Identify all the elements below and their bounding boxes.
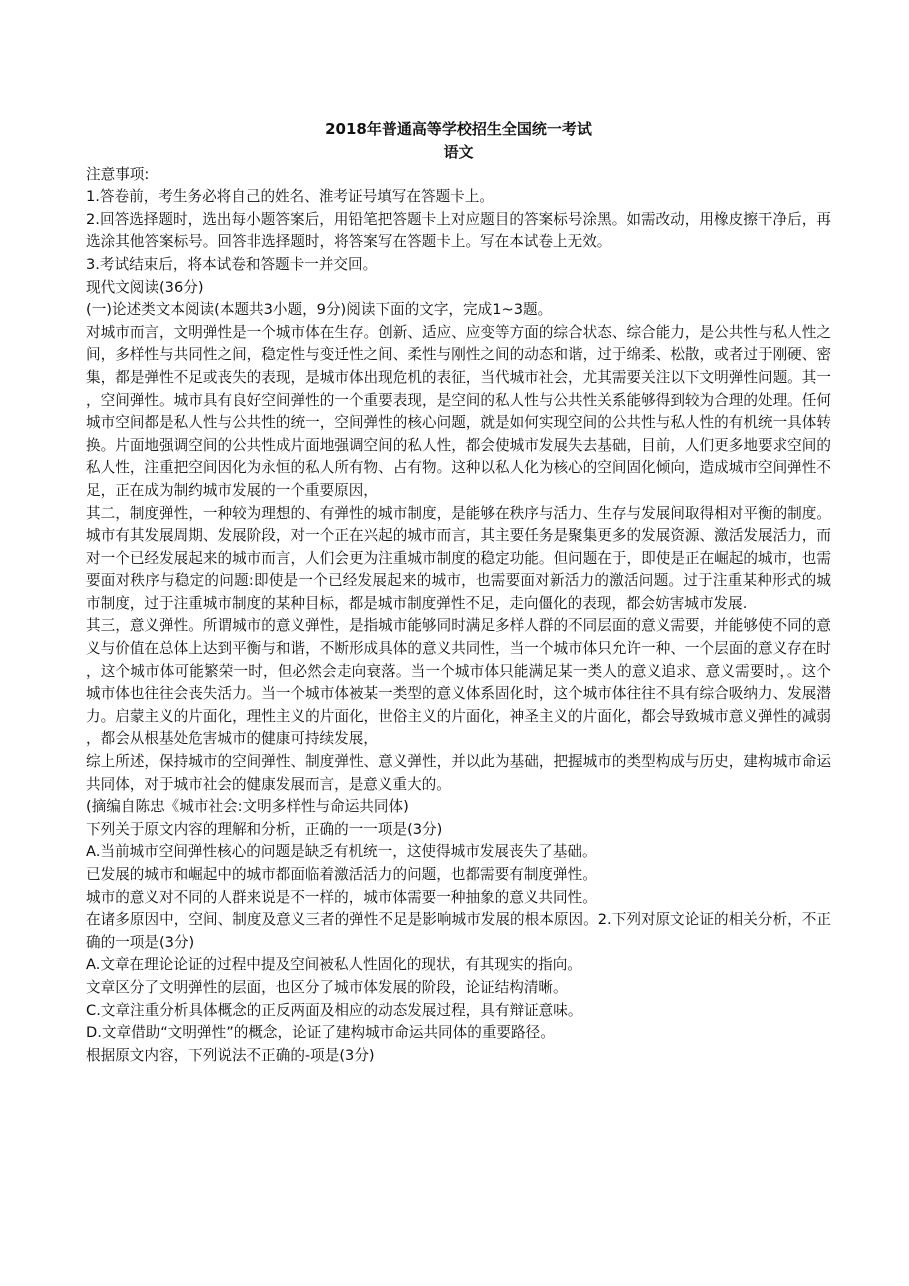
note-item-3: 3.考试结束后，将本试卷和答题卡一并交回。 [86,255,378,273]
subject-title: 语文 [443,142,474,161]
passage-paragraph-2: 其二，制度弹性，一种较为理想的、有弹性的城市制度，是能够在秩序与活力、生存与发展间取得相对平衡的制度。城市有其发展周期、发展阶段，对一个正在兴起的城市而言，其主要任务是聚集更多的发展资源、激活发展活力，而对一个已经发展起来的城市而言，人们会更为注重城市制度的稳定功能。但问题在于，即使是正在崛起的城市，也需要面对秩序与稳定的问题:即使是一个已经发展起来的城市，也需要面对新活力的激活问题。过于注重某种形式的城市制度，过于注重城市制度的某种目标，都是城市制度弹性不足，走向僵化的表现，都会妨害城市发展. [86,504,831,612]
section-heading: 现代文阅读(36分) [86,278,204,296]
question-1-option-a: A.当前城市空间弹性核心的问题是缺乏有机统一，这使得城市发展丧失了基础。 [86,843,597,861]
passage-paragraph-3: 其三，意义弹性。所谓城市的意义弹性，是指城市能够同时满足多样人群的不同层面的意义需要，并能够使不同的意义与价值在总体上达到平衡与和谐，不断形成具体的意义共同性，当一个城市体只允许一种、一个层面的意义存在时，这个城市体可能繁荣一时，但必然会走向衰落。当一个城市体只能满足某一类人的意义追求、意义需要时，。这个城市体也往往会丧失活力。当一个城市体被某一类型的意义体系固化时，这个城市体往往不具有综合吸纳力、发展潜力。启蒙主义的片面化，理性主义的片面化，世俗主义的片面化，神圣主义的片面化，都会导致城市意义弹性的减弱，都会从根基处危害城市的健康可持续发展， [86,617,831,748]
question-3-stem: 根据原文内容，下列说法不正确的-项是(3分) [86,1046,375,1064]
question-1-option-c: 城市的意义对不同的人群来说是不一样的，城市体需要一种抽象的意义共同性。 [86,888,597,906]
passage-source: (摘编自陈忠《城市社会:文明多样性与命运共同体) [86,798,409,816]
question-1-option-d: 在诸多原因中，空间、制度及意义三者的弹性不足是影响城市发展的根本原因。2.下列对原文论证的相关分析，不正确的一项是(3分) [86,911,831,951]
question-2-option-d: D.文章借助“文明弹性”的概念，论证了建构城市命运共同体的重要路径。 [86,1024,555,1042]
exam-page [86,118,831,1067]
passage-paragraph-4: 综上所述，保持城市的空间弹性、制度弹性、意义弹性，并以此为基础，把握城市的类型构成与历史，建构城市命运共同体，对于城市社会的健康发展而言，是意义重大的。 [86,753,831,793]
question-1-option-b: 已发展的城市和崛起中的城市都面临着激活活力的问题，也都需要有制度弹性。 [86,866,597,883]
note-item-2: 2.回答选择题时，选出每小题答案后，用铅笔把答题卡上对应题目的答案标号涂黑。如需改动，用橡皮擦干净后，再选涂其他答案标号。回答非选择题时，将答案写在答题卡上。写在本试卷上无效。 [86,210,831,251]
question-2-option-b: 文章区分了文明弹性的层面，也区分了城市体发展的阶段，论证结构清晰。 [86,978,568,996]
passage-paragraph-1: 对城市而言，文明弹性是一个城市体在生存。创新、适应、应变等方面的综合状态、综合能力，是公共性与私人性之间，多样性与共同性之间，稳定性与变迁性之间、柔性与刚性之间的动态和谐，过于绵柔、松散，或者过于刚硬、密集，都是弹性不足或丧失的表现，是城市体出现危机的表征，当代城市社会，尤其需要关注以下文明弹性问题。其一，空间弹性。城市具有良好空间弹性的一个重要表现，是空间的私人性与公共性关系能够得到较为合理的处理。任何城市空间都是私人性与公共性的统一，空间弹性的核心问题，就是如何实现空间的公共性与私人性的有机统一具体转换。片面地强调空间的公共性成片面地强调空间的私人性，都会使城市发展失去基础，目前，人们更多地要求空间的私人性，注重把空间因化为永恒的私人所有物、占有物。这种以私人化为核心的空间固化倾向，造成城市空间弹性不足，正在成为制约城市发展的一个重要原因， [86,323,831,499]
question-2-option-c: C.文章注重分析具体概念的正反两面及相应的动态发展过程，具有辩证意味。 [86,1001,583,1019]
section-subheading: (一)论述类文本阅读(本题共3小题，9分)阅读下面的文字，完成1~3题。 [86,301,553,319]
exam-title: 2018年普通高等学校招生全国统一考试 [325,120,592,138]
notes-heading: 注意事项: [86,165,150,183]
question-1-stem: 下列关于原文内容的理解和分析，正确的一一项是(3分) [86,820,443,838]
note-item-1: 1.答卷前，考生务必将自己的姓名、淮考证号填写在答题卡上。 [86,188,494,206]
question-2-option-a: A.文章在理论论证的过程中提及空间被私人性固化的现状，有其现实的指向。 [86,956,582,974]
